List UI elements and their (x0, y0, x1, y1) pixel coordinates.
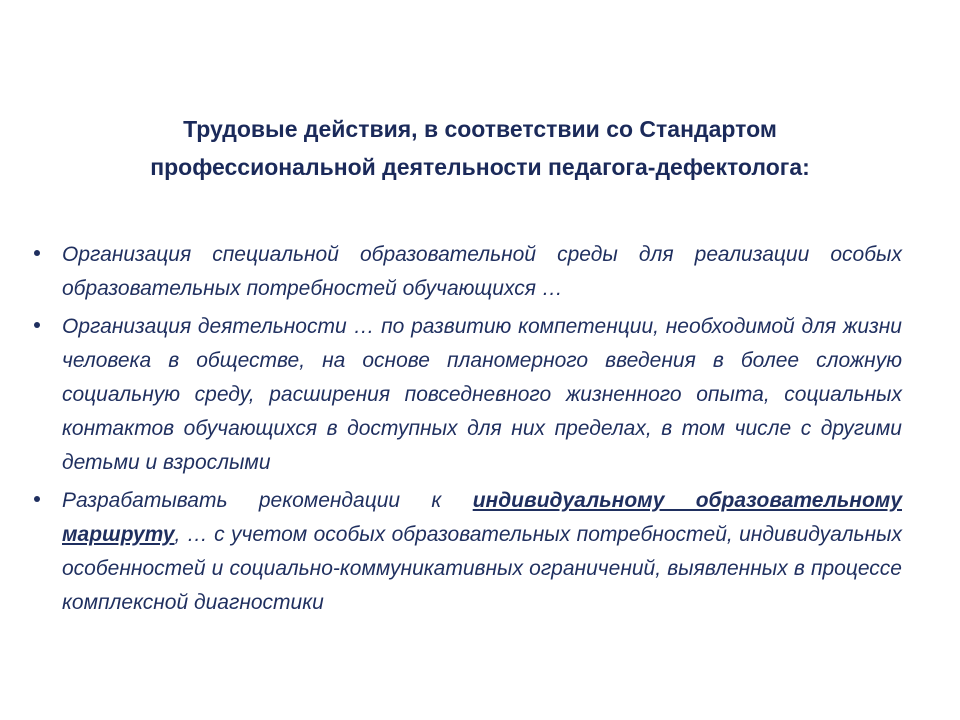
bullet-text-post: , … с учетом особых образовательных потребностей, индивидуальных особенностей и социально-коммуникативных ограничений, выявленных в процессе комплексной диагностики (62, 523, 902, 614)
bullet-list (34, 238, 902, 624)
bullet-text: Организация специальной образовательной среды для реализации особых образовательных потребностей обучающихся … (62, 243, 902, 300)
bullet-text-pre: Разрабатывать рекомендации к (62, 489, 473, 512)
bullet-item (34, 484, 902, 620)
title-line-2: профессиональной деятельности педагога-дефектолога: (150, 154, 810, 180)
bullet-dot-icon (34, 496, 40, 502)
slide-title (100, 110, 860, 186)
bullet-text (62, 484, 902, 620)
bullet-item (34, 310, 902, 480)
bullet-text-emphasis: индивидуальному образовательному маршруту (62, 489, 902, 546)
bullet-dot-icon (34, 250, 40, 256)
bullet-dot-icon (34, 322, 40, 328)
bullet-text: Организация деятельности … по развитию компетенции, необходимой для жизни человека в обществе, на основе планомерного введения в более сложную социальную среду, расширения повседневного жизненного опыта, социальных контактов обучающихся в доступных для них пределах, в том числе с другими детьми и взрослыми (62, 315, 902, 474)
title-line-1: Трудовые действия, в соответствии со Стандартом (183, 116, 777, 142)
bullet-item (34, 238, 902, 306)
